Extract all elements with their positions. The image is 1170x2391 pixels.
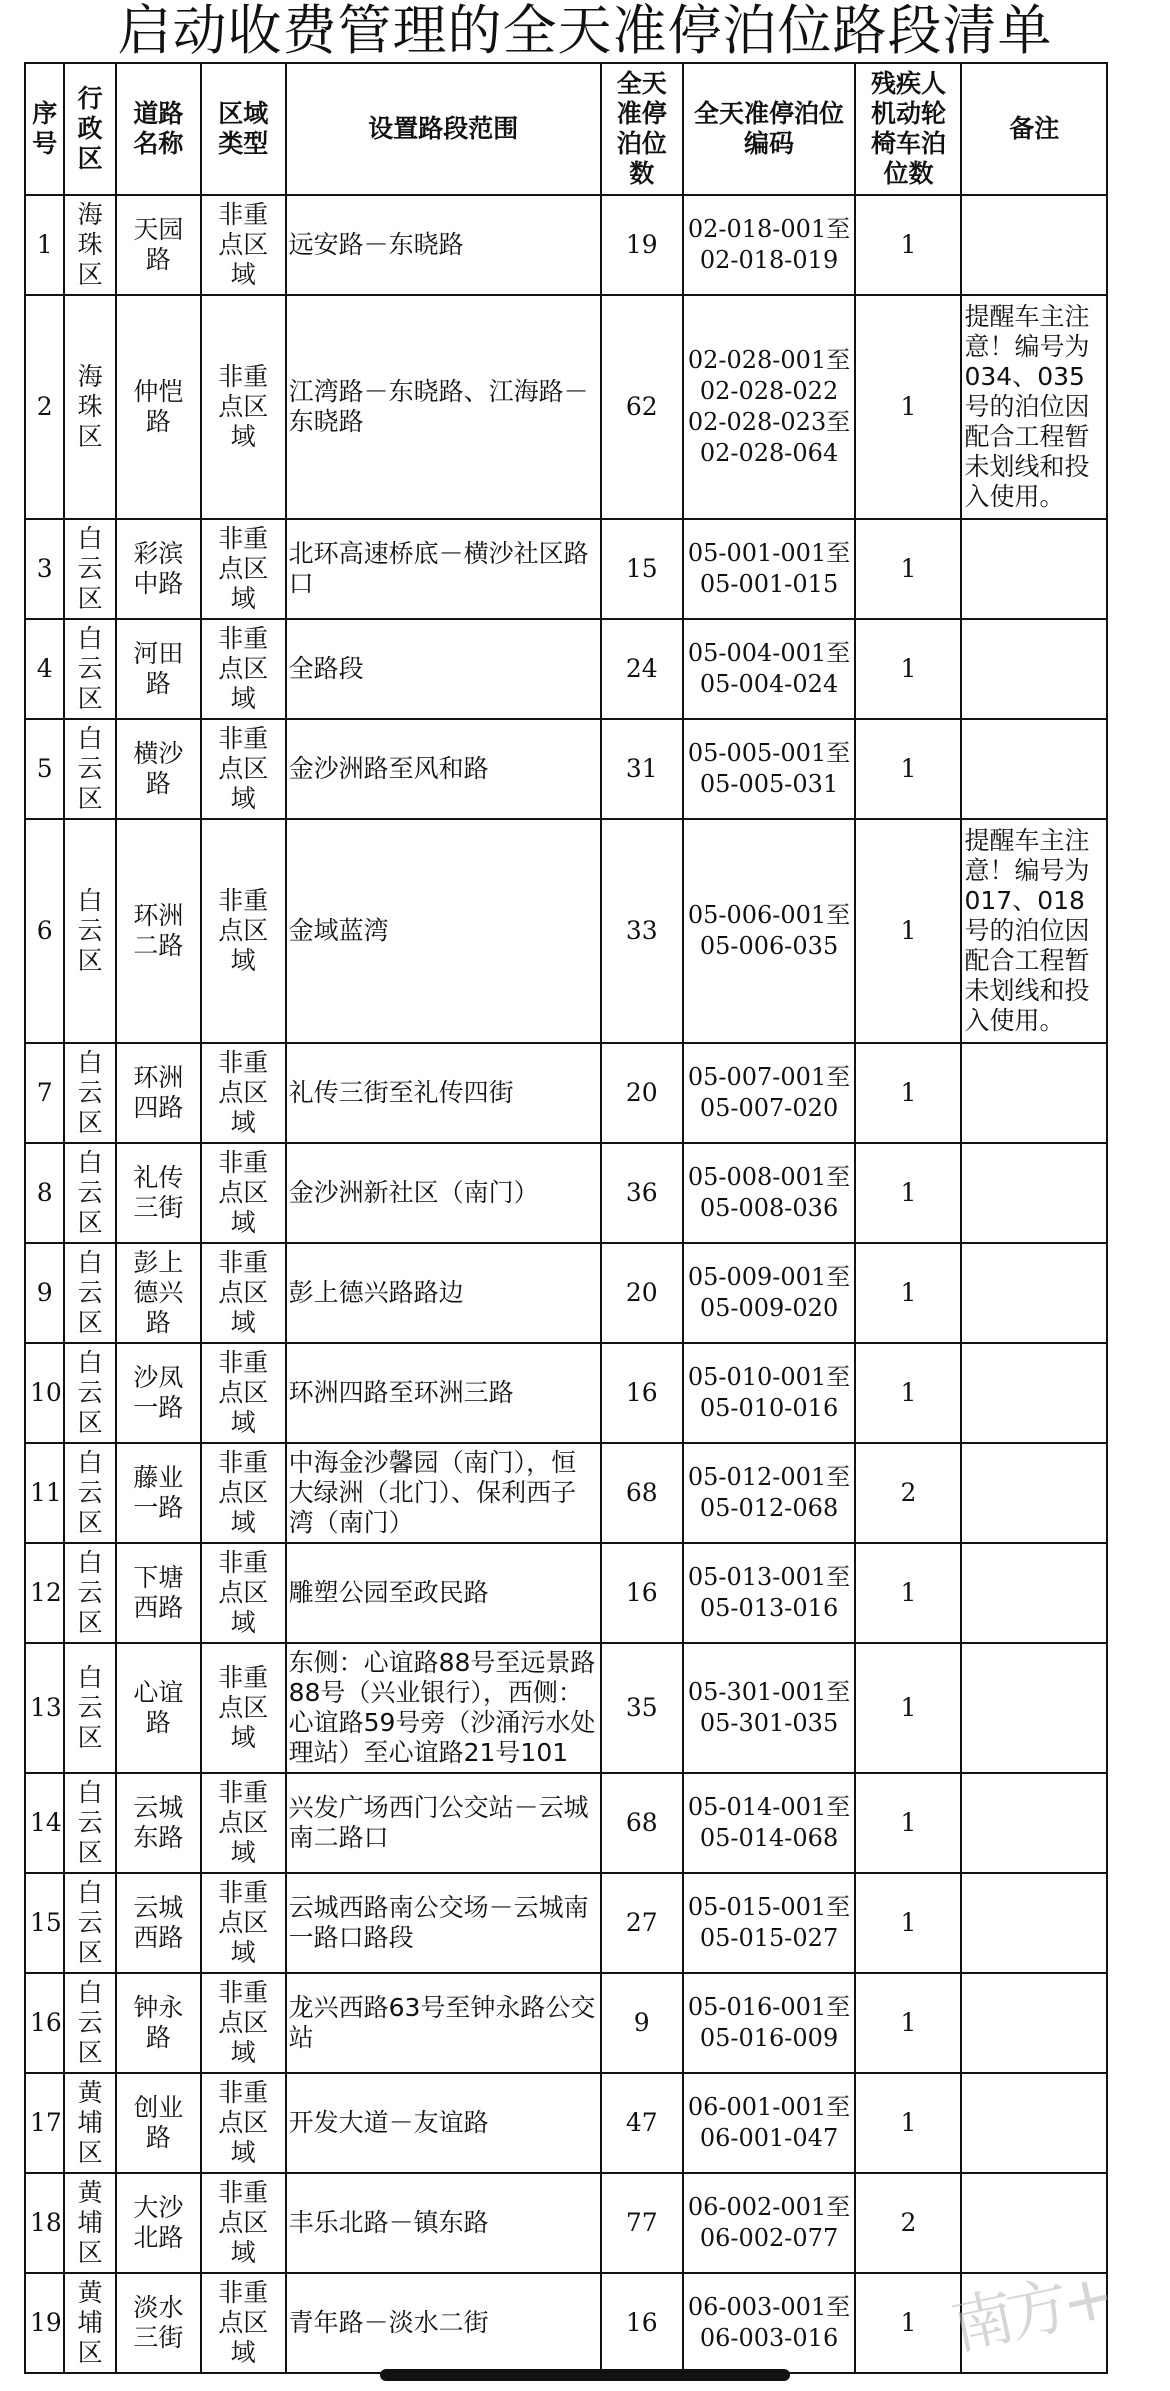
cell-district: 白云区 <box>64 1043 116 1143</box>
cell-range: 金沙洲路至风和路 <box>286 719 601 819</box>
cell-range: 中海金沙馨园（南门），恒大绿洲（北门）、保利西子湾（南门） <box>286 1443 601 1543</box>
cell-disabled: 1 <box>855 1873 961 1973</box>
header-disabled: 残疾人机动轮椅车泊位数 <box>855 63 961 195</box>
cell-count: 77 <box>601 2173 683 2273</box>
cell-note <box>961 195 1107 295</box>
cell-count: 31 <box>601 719 683 819</box>
table-row <box>25 295 1107 519</box>
cell-road: 云城东路 <box>116 1773 201 1873</box>
cell-zone-type: 非重点区域 <box>201 1873 286 1973</box>
header-seq: 序号 <box>25 63 64 195</box>
cell-disabled: 1 <box>855 295 961 519</box>
table-row <box>25 1343 1107 1443</box>
cell-count: 20 <box>601 1243 683 1343</box>
cell-road: 藤业一路 <box>116 1443 201 1543</box>
cell-seq: 19 <box>25 2273 64 2373</box>
cell-count: 36 <box>601 1143 683 1243</box>
cell-count: 47 <box>601 2073 683 2173</box>
table-row <box>25 1973 1107 2073</box>
cell-note <box>961 619 1107 719</box>
cell-road: 下塘西路 <box>116 1543 201 1643</box>
cell-seq: 6 <box>25 819 64 1043</box>
cell-road: 环洲二路 <box>116 819 201 1043</box>
cell-count: 9 <box>601 1973 683 2073</box>
cell-range: 雕塑公园至政民路 <box>286 1543 601 1643</box>
cell-district: 白云区 <box>64 1973 116 2073</box>
cell-zone-type: 非重点区域 <box>201 2273 286 2373</box>
cell-district: 白云区 <box>64 1243 116 1343</box>
cell-seq: 8 <box>25 1143 64 1243</box>
cell-disabled: 1 <box>855 1343 961 1443</box>
cell-code: 02-028-001至02-028-022 02-028-023至02-028-064 <box>683 295 856 519</box>
table-row <box>25 1873 1107 1973</box>
cell-district: 白云区 <box>64 1143 116 1243</box>
cell-note <box>961 1873 1107 1973</box>
cell-note <box>961 1143 1107 1243</box>
cell-seq: 3 <box>25 519 64 619</box>
cell-count: 35 <box>601 1643 683 1773</box>
cell-seq: 1 <box>25 195 64 295</box>
cell-road: 天园路 <box>116 195 201 295</box>
table-row <box>25 1043 1107 1143</box>
cell-road: 创业路 <box>116 2073 201 2173</box>
cell-code: 05-010-001至05-010-016 <box>683 1343 856 1443</box>
cell-note <box>961 1973 1107 2073</box>
cell-count: 20 <box>601 1043 683 1143</box>
cell-code: 05-004-001至05-004-024 <box>683 619 856 719</box>
table-row <box>25 2073 1107 2173</box>
cell-note: 提醒车主注意！编号为017、018号的泊位因配合工程暂未划线和投入使用。 <box>961 819 1107 1043</box>
cell-road: 钟永路 <box>116 1973 201 2073</box>
cell-seq: 12 <box>25 1543 64 1643</box>
cell-district: 白云区 <box>64 1343 116 1443</box>
cell-zone-type: 非重点区域 <box>201 1343 286 1443</box>
cell-seq: 10 <box>25 1343 64 1443</box>
cell-disabled: 1 <box>855 519 961 619</box>
cell-district: 海珠区 <box>64 295 116 519</box>
cell-district: 白云区 <box>64 719 116 819</box>
cell-range: 兴发广场西门公交站－云城南二路口 <box>286 1773 601 1873</box>
cell-seq: 11 <box>25 1443 64 1543</box>
cell-count: 16 <box>601 1343 683 1443</box>
cell-zone-type: 非重点区域 <box>201 719 286 819</box>
cell-disabled: 2 <box>855 1443 961 1543</box>
home-indicator[interactable] <box>380 2369 790 2381</box>
cell-range: 全路段 <box>286 619 601 719</box>
cell-count: 68 <box>601 1443 683 1543</box>
cell-count: 16 <box>601 2273 683 2373</box>
cell-code: 06-001-001至06-001-047 <box>683 2073 856 2173</box>
header-note: 备注 <box>961 63 1107 195</box>
cell-range: 云城西路南公交场－云城南一路口路段 <box>286 1873 601 1973</box>
cell-seq: 17 <box>25 2073 64 2173</box>
cell-code: 05-009-001至05-009-020 <box>683 1243 856 1343</box>
cell-note <box>961 1643 1107 1773</box>
cell-range: 开发大道－友谊路 <box>286 2073 601 2173</box>
table-row <box>25 1643 1107 1773</box>
cell-note <box>961 1243 1107 1343</box>
cell-note <box>961 1343 1107 1443</box>
cell-district: 白云区 <box>64 1443 116 1543</box>
cell-count: 15 <box>601 519 683 619</box>
cell-seq: 9 <box>25 1243 64 1343</box>
cell-range: 青年路－淡水二街 <box>286 2273 601 2373</box>
cell-disabled: 1 <box>855 619 961 719</box>
cell-code: 05-001-001至05-001-015 <box>683 519 856 619</box>
cell-zone-type: 非重点区域 <box>201 619 286 719</box>
watermark-logo: 南方+ <box>945 2259 1115 2364</box>
cell-count: 27 <box>601 1873 683 1973</box>
cell-disabled: 1 <box>855 2073 961 2173</box>
cell-disabled: 1 <box>855 1543 961 1643</box>
cell-zone-type: 非重点区域 <box>201 1443 286 1543</box>
cell-zone-type: 非重点区域 <box>201 1973 286 2073</box>
cell-count: 16 <box>601 1543 683 1643</box>
table-row <box>25 2173 1107 2273</box>
cell-seq: 18 <box>25 2173 64 2273</box>
cell-code: 06-003-001至06-003-016 <box>683 2273 856 2373</box>
table-row <box>25 519 1107 619</box>
cell-note <box>961 719 1107 819</box>
cell-seq: 5 <box>25 719 64 819</box>
cell-code: 05-013-001至05-013-016 <box>683 1543 856 1643</box>
cell-note <box>961 1443 1107 1543</box>
cell-district: 白云区 <box>64 1543 116 1643</box>
cell-count: 33 <box>601 819 683 1043</box>
cell-code: 05-301-001至05-301-035 <box>683 1643 856 1773</box>
cell-road: 仲恺路 <box>116 295 201 519</box>
cell-disabled: 1 <box>855 2273 961 2373</box>
cell-code: 06-002-001至06-002-077 <box>683 2173 856 2273</box>
cell-district: 白云区 <box>64 819 116 1043</box>
cell-road: 礼传三街 <box>116 1143 201 1243</box>
table-row <box>25 819 1107 1043</box>
cell-count: 68 <box>601 1773 683 1873</box>
header-count: 全天准停泊位数 <box>601 63 683 195</box>
cell-zone-type: 非重点区域 <box>201 1243 286 1343</box>
cell-road: 河田路 <box>116 619 201 719</box>
cell-count: 19 <box>601 195 683 295</box>
cell-zone-type: 非重点区域 <box>201 295 286 519</box>
header-row <box>25 63 1107 195</box>
cell-district: 白云区 <box>64 1873 116 1973</box>
cell-code: 05-012-001至05-012-068 <box>683 1443 856 1543</box>
cell-zone-type: 非重点区域 <box>201 1543 286 1643</box>
cell-road: 彭上德兴路 <box>116 1243 201 1343</box>
cell-count: 24 <box>601 619 683 719</box>
cell-district: 白云区 <box>64 519 116 619</box>
table-row <box>25 1443 1107 1543</box>
header-district: 行政区 <box>64 63 116 195</box>
cell-road: 云城西路 <box>116 1873 201 1973</box>
cell-code: 02-018-001至02-018-019 <box>683 195 856 295</box>
cell-zone-type: 非重点区域 <box>201 1643 286 1773</box>
cell-disabled: 2 <box>855 2173 961 2273</box>
cell-range: 礼传三街至礼传四街 <box>286 1043 601 1143</box>
table-row <box>25 719 1107 819</box>
cell-disabled: 1 <box>855 195 961 295</box>
cell-code: 05-008-001至05-008-036 <box>683 1143 856 1243</box>
cell-district: 黄埔区 <box>64 2173 116 2273</box>
cell-disabled: 1 <box>855 1243 961 1343</box>
cell-seq: 14 <box>25 1773 64 1873</box>
table-row <box>25 1773 1107 1873</box>
header-road: 道路名称 <box>116 63 201 195</box>
cell-range: 彭上德兴路路边 <box>286 1243 601 1343</box>
cell-road: 横沙路 <box>116 719 201 819</box>
cell-seq: 15 <box>25 1873 64 1973</box>
cell-code: 05-006-001至05-006-035 <box>683 819 856 1043</box>
cell-note <box>961 1043 1107 1143</box>
cell-seq: 16 <box>25 1973 64 2073</box>
cell-seq: 7 <box>25 1043 64 1143</box>
header-range: 设置路段范围 <box>286 63 601 195</box>
cell-disabled: 1 <box>855 819 961 1043</box>
cell-code: 05-016-001至05-016-009 <box>683 1973 856 2073</box>
table-row <box>25 195 1107 295</box>
cell-range: 环洲四路至环洲三路 <box>286 1343 601 1443</box>
cell-note <box>961 1543 1107 1643</box>
cell-note <box>961 1773 1107 1873</box>
table-row <box>25 619 1107 719</box>
cell-code: 05-005-001至05-005-031 <box>683 719 856 819</box>
cell-range: 北环高速桥底－横沙社区路口 <box>286 519 601 619</box>
cell-zone-type: 非重点区域 <box>201 819 286 1043</box>
cell-zone-type: 非重点区域 <box>201 2173 286 2273</box>
cell-range: 江湾路－东晓路、江海路－东晓路 <box>286 295 601 519</box>
table-row <box>25 1143 1107 1243</box>
cell-disabled: 1 <box>855 1643 961 1773</box>
page-title: 启动收费管理的全天准停泊位路段清单 <box>117 0 1053 62</box>
cell-disabled: 1 <box>855 1143 961 1243</box>
cell-seq: 2 <box>25 295 64 519</box>
cell-range: 丰乐北路－镇东路 <box>286 2173 601 2273</box>
cell-range: 龙兴西路63号至钟永路公交站 <box>286 1973 601 2073</box>
cell-zone-type: 非重点区域 <box>201 1043 286 1143</box>
cell-seq: 13 <box>25 1643 64 1773</box>
cell-district: 白云区 <box>64 619 116 719</box>
cell-road: 淡水三街 <box>116 2273 201 2373</box>
table-row <box>25 1243 1107 1343</box>
cell-code: 05-007-001至05-007-020 <box>683 1043 856 1143</box>
cell-district: 黄埔区 <box>64 2273 116 2373</box>
cell-disabled: 1 <box>855 1973 961 2073</box>
parking-table <box>24 62 1108 2374</box>
cell-road: 大沙北路 <box>116 2173 201 2273</box>
cell-road: 环洲四路 <box>116 1043 201 1143</box>
header-code: 全天准停泊位编码 <box>683 63 856 195</box>
cell-note: 提醒车主注意！编号为034、035号的泊位因配合工程暂未划线和投入使用。 <box>961 295 1107 519</box>
cell-code: 05-014-001至05-014-068 <box>683 1773 856 1873</box>
cell-range: 金沙洲新社区（南门） <box>286 1143 601 1243</box>
cell-seq: 4 <box>25 619 64 719</box>
cell-range: 金域蓝湾 <box>286 819 601 1043</box>
cell-note <box>961 519 1107 619</box>
cell-code: 05-015-001至05-015-027 <box>683 1873 856 1973</box>
cell-district: 白云区 <box>64 1643 116 1773</box>
table-row <box>25 1543 1107 1643</box>
cell-zone-type: 非重点区域 <box>201 1773 286 1873</box>
cell-disabled: 1 <box>855 1043 961 1143</box>
cell-disabled: 1 <box>855 1773 961 1873</box>
cell-disabled: 1 <box>855 719 961 819</box>
cell-zone-type: 非重点区域 <box>201 519 286 619</box>
cell-zone-type: 非重点区域 <box>201 1143 286 1243</box>
header-zone-type: 区域类型 <box>201 63 286 195</box>
cell-zone-type: 非重点区域 <box>201 2073 286 2173</box>
cell-road: 沙凤一路 <box>116 1343 201 1443</box>
cell-zone-type: 非重点区域 <box>201 195 286 295</box>
cell-range: 远安路－东晓路 <box>286 195 601 295</box>
cell-range: 东侧：心谊路88号至远景路88号（兴业银行），西侧：心谊路59号旁（沙涌污水处理站）至心谊路21号101 <box>286 1643 601 1773</box>
cell-road: 心谊路 <box>116 1643 201 1773</box>
cell-road: 彩滨中路 <box>116 519 201 619</box>
cell-district: 海珠区 <box>64 195 116 295</box>
cell-district: 白云区 <box>64 1773 116 1873</box>
cell-district: 黄埔区 <box>64 2073 116 2173</box>
cell-count: 62 <box>601 295 683 519</box>
cell-note <box>961 2073 1107 2173</box>
